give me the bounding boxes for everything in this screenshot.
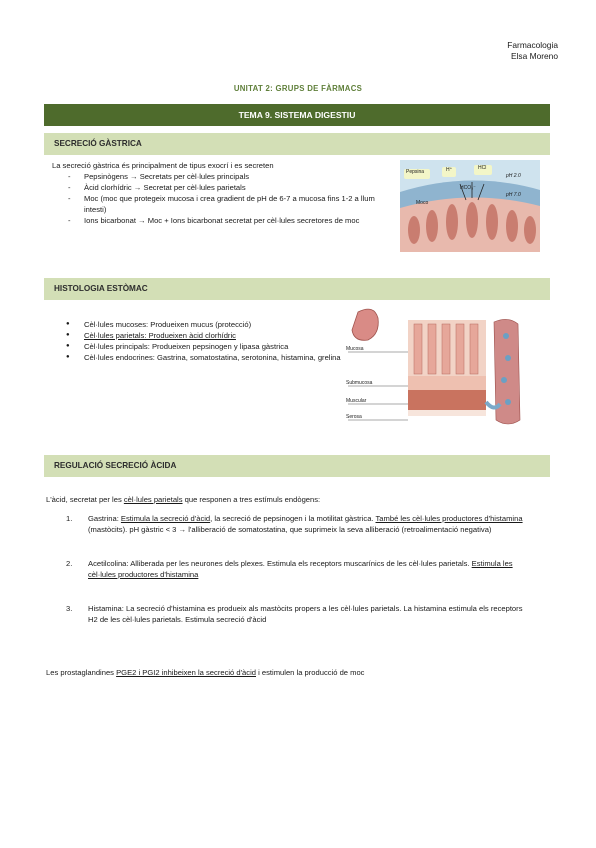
figure-label: Mucosa	[346, 346, 364, 352]
stomach-histology-figure	[344, 302, 550, 430]
section-header-regulacio	[44, 455, 550, 477]
underlined-text: Estimula la secreció d'àcid	[120, 514, 211, 523]
figure-label: HCO₃⁻	[460, 185, 476, 191]
figure-label: Serosa	[346, 414, 362, 420]
regulation-list	[66, 513, 526, 625]
section-header-histologia	[44, 278, 550, 300]
section-title: HISTOLOGIA ESTÒMAC	[54, 284, 148, 293]
unit-title: UNITAT 2: GRUPS DE FÀRMACS	[233, 84, 363, 93]
underlined-text: També les cèl·lules productores d'histamina	[375, 514, 523, 523]
stomach-histology-illustration	[344, 302, 550, 430]
item-number: 1.	[66, 514, 73, 523]
text-fragment: Gastrina:	[88, 514, 121, 523]
topic-title: TEMA 9. SISTEMA DIGESTIU	[44, 104, 550, 126]
list-item: - Moc (moc que protegeix mucosa i crea gradient de pH de 6-7 a mucosa fins 1-2 a llum intesti)	[62, 193, 392, 215]
underlined-text: Estimula les cèl·lules productores d'histamina	[88, 559, 513, 579]
section-title: REGULACIÓ SECRECIÓ ÀCIDA	[54, 461, 177, 470]
text-fragment: i estimulen la producció de moc	[256, 668, 365, 677]
section-intro: La secreció gàstrica és principalment de tipus exocrí i es secreten	[52, 161, 274, 170]
figure-label: Muscular	[346, 398, 367, 404]
figure-label: HCl	[478, 165, 487, 171]
text-fragment: (mastòcits). pH gàstric < 3 → l'alliberació de somatostatina, que suprimeix la seva alliberació (retroalimentació negativa)	[88, 525, 492, 534]
list-item	[66, 558, 526, 580]
item-number: 3.	[66, 604, 73, 613]
subject-name: Farmacologia	[507, 40, 558, 50]
text-fragment: Acetilcolina: Alliberada per les neurones dels plexes. Estimula els receptors muscarínics de les cèl·lules parietals.	[88, 559, 472, 568]
text-fragment: Histamina: La secreció d'histamina es produeix als mastòcits propers a les cèl·lules parietals. La histamina estimula els receptors H2 de les cèl·lules parietals. Estimula secreció d'àcid	[88, 604, 523, 624]
section-title: SECRECIÓ GÀSTRICA	[54, 139, 142, 148]
list-item: - Pepsinògens → Secretats per cèl·lules principals	[62, 171, 392, 182]
list-item	[62, 330, 342, 341]
text-fragment: Les prostaglandines	[46, 668, 117, 677]
list-item: ● Cèl·lules endocrines: Gastrina, somatostatina, serotonina, histamina, grelina	[62, 352, 342, 363]
section-header-secrecio	[44, 133, 550, 155]
list-item: - Ions bicarbonat → Moc + Ions bicarbonat secretat per cèl·lules secretores de moc	[62, 215, 392, 226]
figure-label: pH 7.0	[506, 192, 521, 198]
prostaglandins-note	[46, 667, 546, 678]
list-item	[66, 513, 526, 535]
list-item: - Àcid clorhídric → Secretat per cèl·lules parietals	[62, 182, 392, 193]
figure-label: pH 2.0	[506, 173, 521, 179]
figure-label: Pepsina	[406, 169, 425, 175]
list-item: ● Cèl·lules principals: Produeixen pepsinogen y lipasa gàstrica	[62, 341, 342, 352]
list-item	[66, 603, 526, 625]
underlined-text: cèl·lules parietals	[123, 495, 183, 504]
gastric-mucosa-figure	[400, 160, 540, 252]
text-fragment: L'àcid, secretat per les	[46, 495, 124, 504]
regulation-intro	[46, 494, 546, 505]
document-header	[507, 40, 558, 63]
histology-list	[62, 319, 342, 363]
text-fragment: que responen a tres estímuls endògens:	[182, 495, 321, 504]
list-item: ● Cèl·lules mucoses: Produeixen mucus (protecció)	[62, 319, 342, 330]
underlined-text: Cèl·lules parietals: Produeixen àcid clorhídric	[84, 331, 236, 340]
figure-label: Submucosa	[346, 380, 373, 386]
author-name: Elsa Moreno	[510, 51, 558, 62]
item-number: 2.	[66, 559, 73, 568]
section-body-histologia	[62, 319, 342, 363]
underlined-text: PGE2 i PGI2 inhibeixen la secreció d'àcid	[116, 668, 256, 677]
figure-label: H⁺	[446, 167, 453, 173]
section-body-secrecio	[52, 160, 392, 226]
figure-label: Moco	[416, 200, 429, 206]
secretion-list	[52, 171, 392, 226]
text-fragment: , la secreció de pepsinogen i la motilitat gàstrica.	[210, 514, 376, 523]
